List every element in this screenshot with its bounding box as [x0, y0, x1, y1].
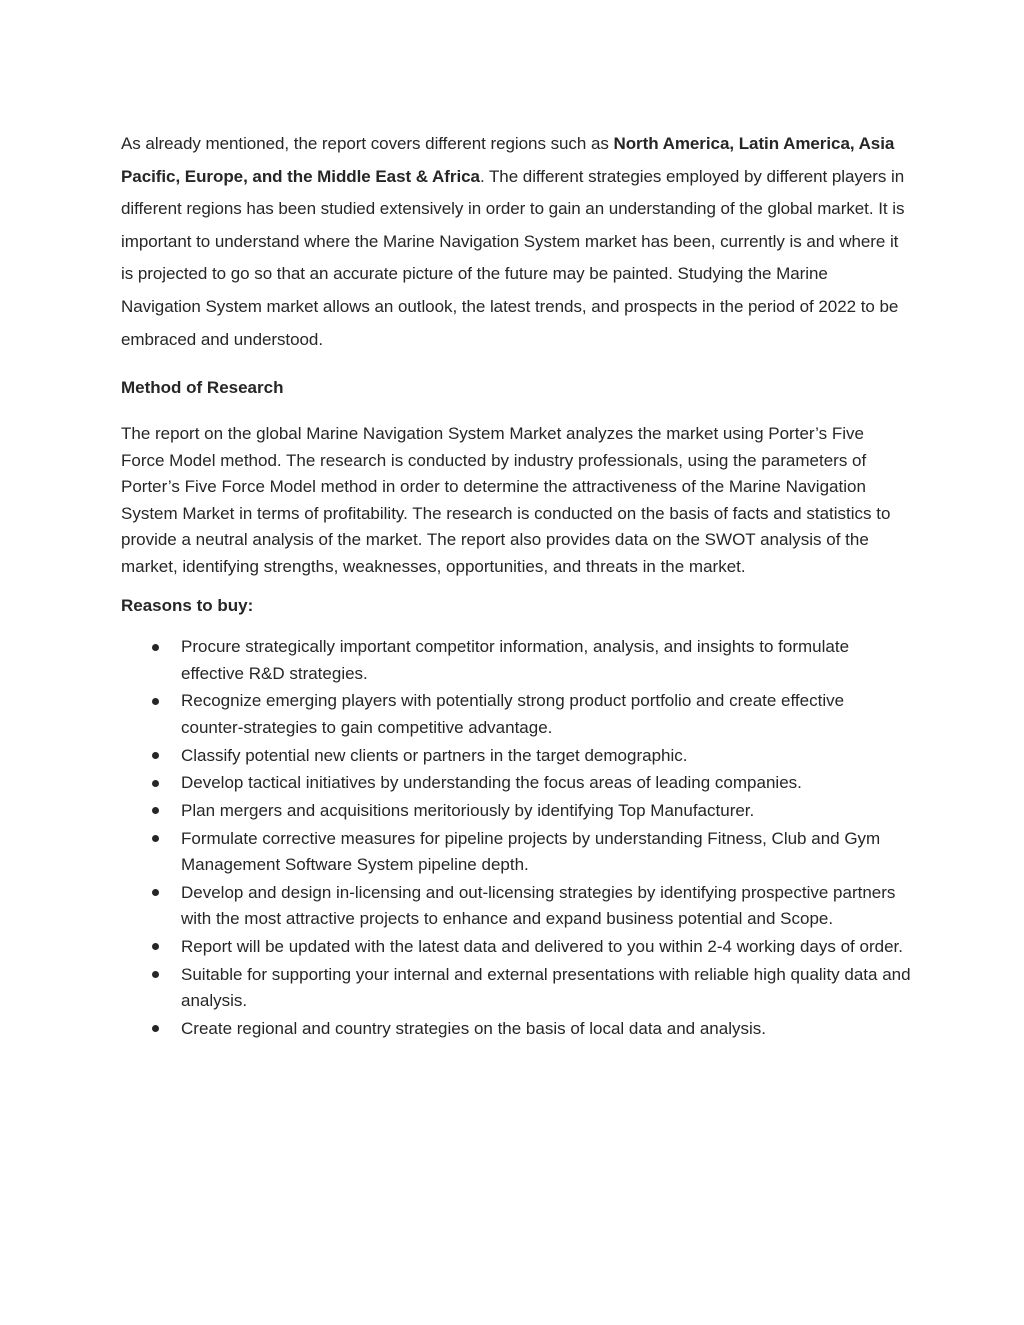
bullet-icon [152, 835, 159, 842]
intro-text-end: . The different strategies employed by different players in different regions has been studied extensively in order to gain an understanding of the global market. It is important to understand where the Marine Navigation System market has been, currently is and where it is projected to go so that an accurate picture of the future may be painted. Studying the Marine Navigation System market allows an outlook, the latest trends, and prospects in the period of 2022 to be embraced and understood. [121, 166, 905, 349]
list-item [121, 962, 911, 1015]
list-item-text: Recognize emerging players with potentially strong product portfolio and create effective counter-strategies to gain competitive advantage. [181, 691, 845, 737]
list-item-text: Formulate corrective measures for pipeline projects by understanding Fitness, Club and Gym Management Software System pipeline depth. [181, 828, 881, 875]
list-item-text: Suitable for supporting your internal and external presentations with reliable high quality data and analysis. [181, 964, 911, 1011]
list-item [121, 634, 911, 687]
list-item [121, 798, 911, 825]
bullet-icon [152, 644, 159, 651]
list-item-text: Plan mergers and acquisitions meritoriously by identifying Top Manufacturer. [181, 800, 755, 820]
intro-paragraph [121, 128, 911, 356]
list-item [121, 743, 911, 770]
document-content [121, 128, 911, 1044]
bullet-icon [152, 752, 159, 759]
list-item [121, 934, 911, 961]
bullet-icon [152, 1025, 159, 1032]
bullet-icon [152, 780, 159, 787]
list-item-text: Procure strategically important competitor information, analysis, and insights to formulate effective R&D strategies. [181, 637, 850, 683]
bullet-icon [152, 807, 159, 814]
reasons-list [121, 634, 911, 1042]
bullet-icon [152, 889, 159, 896]
list-item-text: Report will be updated with the latest data and delivered to you within 2-4 working days of order. [181, 936, 903, 956]
list-item-text: Develop and design in-licensing and out-licensing strategies by identifying prospective partners with the most attractive projects to enhance and expand business potential and Scope. [181, 882, 896, 929]
bullet-icon [152, 971, 159, 978]
list-item-text: Create regional and country strategies on the basis of local data and analysis. [181, 1018, 766, 1038]
method-of-research-paragraph: The report on the global Marine Navigation System Market analyzes the market using Porter’s Five Force Model method. The research is conducted by industry professionals, using the parameters of Porter’s Five Force Model method in order to determine the attractiveness of the Marine Navigation System Market in terms of profitability. The research is conducted on the basis of facts and statistics to provide a neutral analysis of the market. The report also provides data on the SWOT analysis of the market, identifying strengths, weaknesses, opportunities, and threats in the market. [121, 424, 891, 576]
list-item [121, 770, 911, 797]
list-item-text: Develop tactical initiatives by understanding the focus areas of leading companies. [181, 773, 802, 793]
intro-text-start: As already mentioned, the report covers different regions such as [121, 134, 614, 153]
intro-bold-regions: North America, Latin America, Asia Pacific, Europe, and the Middle East & Africa [121, 134, 895, 186]
list-item [121, 688, 911, 741]
list-item [121, 880, 911, 933]
method-of-research-heading: Method of Research [121, 378, 284, 398]
reasons-to-buy-heading: Reasons to buy: [121, 596, 254, 616]
list-item [121, 826, 911, 879]
list-item [121, 1016, 911, 1043]
bullet-icon [152, 943, 159, 950]
list-item-text: Classify potential new clients or partners in the target demographic. [181, 745, 688, 765]
bullet-icon [152, 698, 159, 705]
